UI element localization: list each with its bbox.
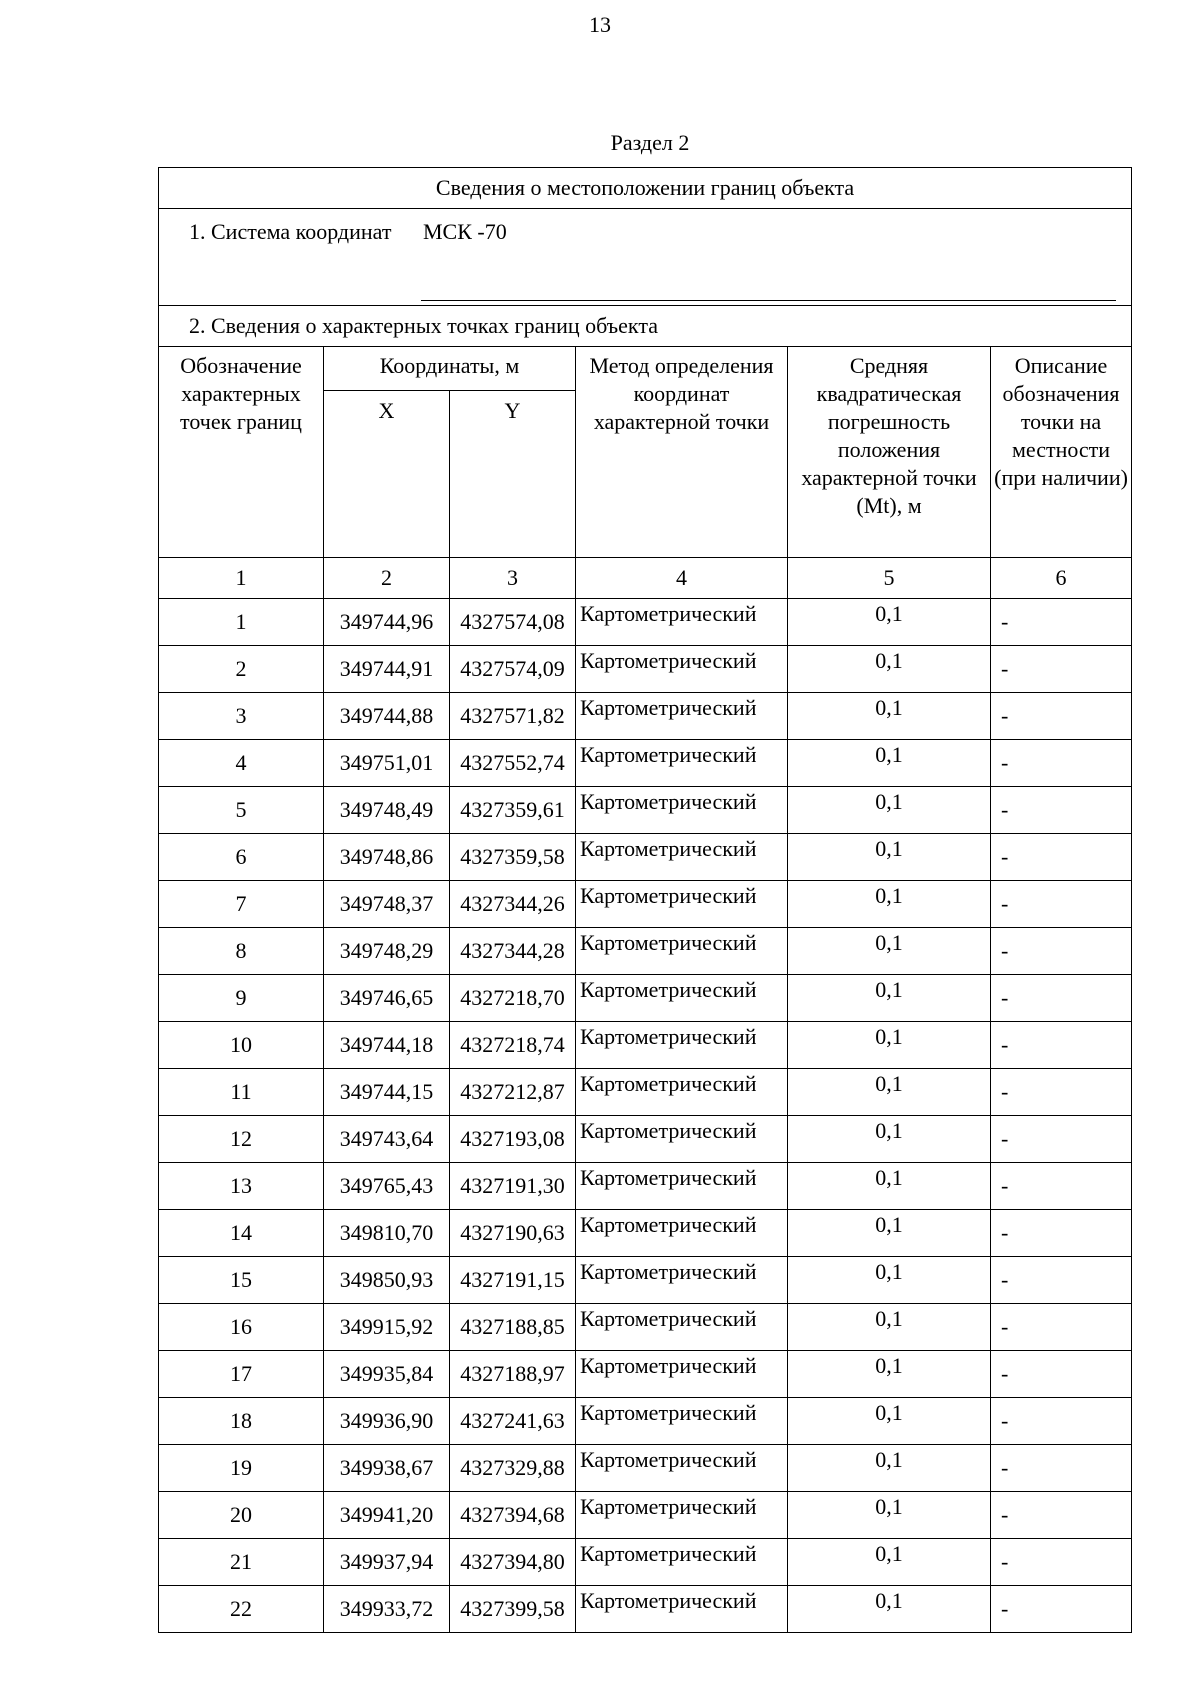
y-coordinate: 4327394,80 [450, 1539, 576, 1586]
x-coordinate: 349850,93 [324, 1257, 450, 1304]
description: - [991, 1116, 1132, 1163]
mean-error: 0,1 [788, 1351, 991, 1398]
point-number: 4 [159, 740, 324, 787]
y-coordinate: 4327218,74 [450, 1022, 576, 1069]
header-error: Средняя квадратическая погрешность положения характерной точки (Mt), м [788, 347, 991, 558]
description: - [991, 740, 1132, 787]
description: - [991, 1586, 1132, 1633]
description: - [991, 1492, 1132, 1539]
method: Картометрический [576, 740, 788, 787]
description: - [991, 1445, 1132, 1492]
description: - [991, 1539, 1132, 1586]
mean-error: 0,1 [788, 693, 991, 740]
mean-error: 0,1 [788, 975, 991, 1022]
column-number: 4 [576, 558, 788, 599]
y-coordinate: 4327190,63 [450, 1210, 576, 1257]
y-coordinate: 4327574,08 [450, 599, 576, 646]
description: - [991, 646, 1132, 693]
description: - [991, 1210, 1132, 1257]
table-row [159, 599, 1132, 646]
y-coordinate: 4327359,58 [450, 834, 576, 881]
y-coordinate: 4327394,68 [450, 1492, 576, 1539]
y-coordinate: 4327218,70 [450, 975, 576, 1022]
x-coordinate: 349744,15 [324, 1069, 450, 1116]
mean-error: 0,1 [788, 834, 991, 881]
point-number: 10 [159, 1022, 324, 1069]
x-coordinate: 349743,64 [324, 1116, 450, 1163]
x-coordinate: 349748,86 [324, 834, 450, 881]
mean-error: 0,1 [788, 881, 991, 928]
description: - [991, 1304, 1132, 1351]
description: - [991, 1398, 1132, 1445]
x-coordinate: 349915,92 [324, 1304, 450, 1351]
mean-error: 0,1 [788, 928, 991, 975]
description: - [991, 693, 1132, 740]
y-coordinate: 4327188,97 [450, 1351, 576, 1398]
table-row [159, 1398, 1132, 1445]
header-coordinates: Координаты, м [324, 347, 576, 391]
coordinate-system-underline [421, 300, 1116, 301]
coordinate-system-value: МСК -70 [423, 219, 507, 244]
point-number: 15 [159, 1257, 324, 1304]
x-coordinate: 349751,01 [324, 740, 450, 787]
x-coordinate: 349748,29 [324, 928, 450, 975]
y-coordinate: 4327329,88 [450, 1445, 576, 1492]
table-row [159, 1492, 1132, 1539]
header-designation: Обозначение характерных точек границ [159, 347, 324, 558]
y-coordinate: 4327574,09 [450, 646, 576, 693]
column-number: 2 [324, 558, 450, 599]
header-x: X [324, 391, 450, 558]
mean-error: 0,1 [788, 1304, 991, 1351]
y-coordinate: 4327191,15 [450, 1257, 576, 1304]
description: - [991, 787, 1132, 834]
table-row [159, 1445, 1132, 1492]
points-section-title: 2. Сведения о характерных точках границ объекта [159, 306, 1132, 347]
description: - [991, 1257, 1132, 1304]
mean-error: 0,1 [788, 740, 991, 787]
table-row [159, 1257, 1132, 1304]
header-y: Y [450, 391, 576, 558]
method: Картометрический [576, 646, 788, 693]
mean-error: 0,1 [788, 1539, 991, 1586]
x-coordinate: 349744,96 [324, 599, 450, 646]
mean-error: 0,1 [788, 1069, 991, 1116]
mean-error: 0,1 [788, 1210, 991, 1257]
table-row [159, 1210, 1132, 1257]
page-number: 13 [589, 12, 611, 37]
y-coordinate: 4327191,30 [450, 1163, 576, 1210]
description: - [991, 928, 1132, 975]
method: Картометрический [576, 693, 788, 740]
method: Картометрический [576, 1445, 788, 1492]
mean-error: 0,1 [788, 1445, 991, 1492]
table-row [159, 881, 1132, 928]
method: Картометрический [576, 834, 788, 881]
coordinate-system-label: 1. Система координат [189, 219, 392, 244]
method: Картометрический [576, 1492, 788, 1539]
y-coordinate: 4327399,58 [450, 1586, 576, 1633]
point-number: 8 [159, 928, 324, 975]
column-numbers-row [159, 558, 1132, 599]
table-row [159, 693, 1132, 740]
method: Картометрический [576, 1304, 788, 1351]
y-coordinate: 4327241,63 [450, 1398, 576, 1445]
description: - [991, 1069, 1132, 1116]
description: - [991, 975, 1132, 1022]
method: Картометрический [576, 1210, 788, 1257]
point-number: 17 [159, 1351, 324, 1398]
point-number: 16 [159, 1304, 324, 1351]
y-coordinate: 4327193,08 [450, 1116, 576, 1163]
boundary-table-container [158, 167, 1131, 1633]
method: Картометрический [576, 787, 788, 834]
x-coordinate: 349938,67 [324, 1445, 450, 1492]
x-coordinate: 349765,43 [324, 1163, 450, 1210]
y-coordinate: 4327552,74 [450, 740, 576, 787]
mean-error: 0,1 [788, 1492, 991, 1539]
x-coordinate: 349941,20 [324, 1492, 450, 1539]
table-row [159, 834, 1132, 881]
mean-error: 0,1 [788, 1398, 991, 1445]
x-coordinate: 349744,18 [324, 1022, 450, 1069]
y-coordinate: 4327344,26 [450, 881, 576, 928]
x-coordinate: 349933,72 [324, 1586, 450, 1633]
table-row [159, 1069, 1132, 1116]
table-row [159, 646, 1132, 693]
x-coordinate: 349744,88 [324, 693, 450, 740]
point-number: 2 [159, 646, 324, 693]
method: Картометрический [576, 928, 788, 975]
method: Картометрический [576, 1022, 788, 1069]
column-number: 5 [788, 558, 991, 599]
y-coordinate: 4327571,82 [450, 693, 576, 740]
column-number: 6 [991, 558, 1132, 599]
description: - [991, 1163, 1132, 1210]
y-coordinate: 4327359,61 [450, 787, 576, 834]
method: Картометрический [576, 1586, 788, 1633]
table-row [159, 1586, 1132, 1633]
point-number: 19 [159, 1445, 324, 1492]
x-coordinate: 349936,90 [324, 1398, 450, 1445]
method: Картометрический [576, 1398, 788, 1445]
table-row [159, 1351, 1132, 1398]
point-number: 18 [159, 1398, 324, 1445]
table-row [159, 787, 1132, 834]
table-row [159, 1539, 1132, 1586]
point-number: 3 [159, 693, 324, 740]
table-row [159, 975, 1132, 1022]
x-coordinate: 349748,37 [324, 881, 450, 928]
method: Картометрический [576, 1163, 788, 1210]
coordinate-system-row [159, 209, 1132, 306]
boundary-table [158, 167, 1132, 1633]
point-number: 14 [159, 1210, 324, 1257]
method: Картометрический [576, 1539, 788, 1586]
point-number: 6 [159, 834, 324, 881]
section-title: Раздел 2 [610, 130, 690, 155]
x-coordinate: 349935,84 [324, 1351, 450, 1398]
y-coordinate: 4327344,28 [450, 928, 576, 975]
x-coordinate: 349748,49 [324, 787, 450, 834]
table-row [159, 740, 1132, 787]
mean-error: 0,1 [788, 1022, 991, 1069]
method: Картометрический [576, 1351, 788, 1398]
point-number: 5 [159, 787, 324, 834]
description: - [991, 881, 1132, 928]
method: Картометрический [576, 975, 788, 1022]
column-number: 3 [450, 558, 576, 599]
x-coordinate: 349746,65 [324, 975, 450, 1022]
mean-error: 0,1 [788, 599, 991, 646]
description: - [991, 834, 1132, 881]
point-number: 22 [159, 1586, 324, 1633]
mean-error: 0,1 [788, 1586, 991, 1633]
method: Картометрический [576, 1069, 788, 1116]
point-number: 1 [159, 599, 324, 646]
point-number: 9 [159, 975, 324, 1022]
point-number: 12 [159, 1116, 324, 1163]
x-coordinate: 349937,94 [324, 1539, 450, 1586]
mean-error: 0,1 [788, 787, 991, 834]
table-row [159, 928, 1132, 975]
header-description: Описание обозначения точки на местности (при наличии) [991, 347, 1132, 558]
x-coordinate: 349810,70 [324, 1210, 450, 1257]
table-row [159, 1304, 1132, 1351]
description: - [991, 1022, 1132, 1069]
description: - [991, 1351, 1132, 1398]
table-caption: Сведения о местоположении границ объекта [159, 168, 1132, 209]
mean-error: 0,1 [788, 1163, 991, 1210]
mean-error: 0,1 [788, 646, 991, 693]
header-method: Метод определения координат характерной точки [576, 347, 788, 558]
mean-error: 0,1 [788, 1257, 991, 1304]
method: Картометрический [576, 1116, 788, 1163]
table-row [159, 1163, 1132, 1210]
point-number: 11 [159, 1069, 324, 1116]
method: Картометрический [576, 1257, 788, 1304]
point-number: 13 [159, 1163, 324, 1210]
x-coordinate: 349744,91 [324, 646, 450, 693]
table-row [159, 1116, 1132, 1163]
column-number: 1 [159, 558, 324, 599]
point-number: 21 [159, 1539, 324, 1586]
point-number: 7 [159, 881, 324, 928]
y-coordinate: 4327188,85 [450, 1304, 576, 1351]
method: Картометрический [576, 881, 788, 928]
point-number: 20 [159, 1492, 324, 1539]
mean-error: 0,1 [788, 1116, 991, 1163]
method: Картометрический [576, 599, 788, 646]
table-row [159, 1022, 1132, 1069]
y-coordinate: 4327212,87 [450, 1069, 576, 1116]
description: - [991, 599, 1132, 646]
